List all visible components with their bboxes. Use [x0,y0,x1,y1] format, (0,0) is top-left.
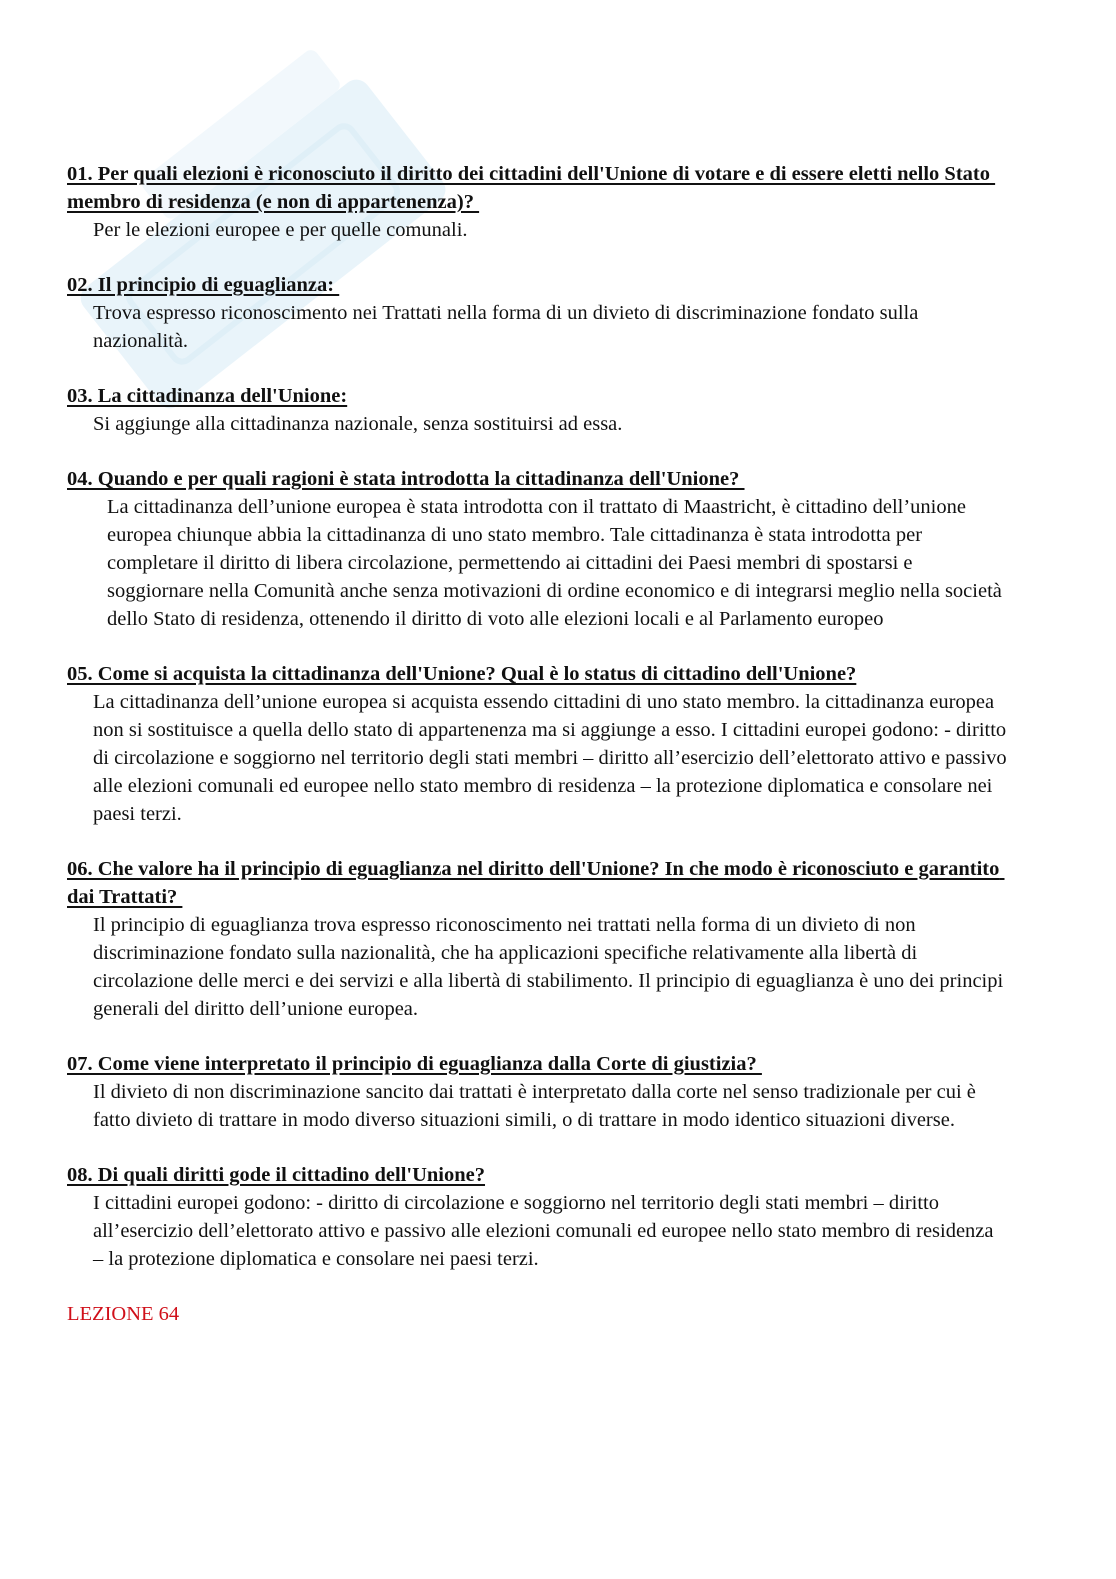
question-01: 01. Per quali elezioni è riconosciuto il diritto dei cittadini dell'Unione di votare e di essere eletti nello Stato membro di residenza (e non di appartenenza)? [67,163,996,213]
answer-02: Trova espresso riconoscimento nei Trattati nella forma di un divieto di discriminazione fondato sulla nazionalità. [93,302,919,352]
answer-03: Si aggiunge alla cittadinanza nazionale, senza sostituirsi ad essa. [93,413,623,435]
qa-item-05 [67,660,1007,828]
lesson-heading: LEZIONE 64 [67,1303,180,1325]
question-06: 06. Che valore ha il principio di eguaglianza nel diritto dell'Unione? In che modo è riconosciuto e garantito dai Trattati? [67,858,1005,908]
question-07: 07. Come viene interpretato il principio di eguaglianza dalla Corte di giustizia? [67,1053,762,1075]
question-08: 08. Di quali diritti gode il cittadino dell'Unione? [67,1164,486,1186]
answer-04: La cittadinanza dell’unione europea è stata introdotta con il trattato di Maastricht, è cittadino dell’unione europea chiunque abbia la cittadinanza di uno stato membro. Tale cittadinanza è stata introdotta per completare il diritto di libera circolazione, permettendo ai cittadini dei Paesi membri di spostarsi e soggiornare nella Comunità anche senza motivazioni di ordine economico e di integrarsi meglio nella società dello Stato di residenza, ottenendo il diritto di voto alle elezioni locali e al Parlamento europeo [107,496,1002,630]
answer-08: I cittadini europei godono: - diritto di circolazione e soggiorno nel territorio degli stati membri – diritto all’esercizio dell’elettorato attivo e passivo alle elezioni comunali ed europee nello stato membro di residenza – la protezione diplomatica e consolare nei paesi terzi. [93,1192,994,1270]
qa-item-07 [67,1050,1007,1134]
answer-06: Il principio di eguaglianza trova espresso riconoscimento nei trattati nella forma di un divieto di non discriminazione fondato sulla nazionalità, che ha applicazioni specifiche relativamente alla libertà di circolazione delle merci e dei servizi e alla libertà di stabilimento. Il principio di eguaglianza è uno dei principi generali del diritto dell’unione europea. [93,914,1004,1020]
qa-item-03 [67,382,1007,438]
question-03: 03. La cittadinanza dell'Unione: [67,385,348,407]
answer-05: La cittadinanza dell’unione europea si acquista essendo cittadini di uno stato membro. la cittadinanza europea non si sostituisce a quella dello stato di appartenenza ma si aggiunge a esso. I cittadini europei godono: - diritto di circolazione e soggiorno nel territorio degli stati membri – diritto all’esercizio dell’elettorato attivo e passivo alle elezioni comunali ed europee nello stato membro di residenza – la protezione diplomatica e consolare nei paesi terzi. [93,691,1007,825]
qa-list [67,160,1007,1328]
qa-item-01 [67,160,1007,244]
qa-item-04 [67,465,1007,633]
qa-item-08 [67,1161,1007,1273]
question-02: 02. Il principio di eguaglianza: [67,274,340,296]
question-05: 05. Come si acquista la cittadinanza dell'Unione? Qual è lo status di cittadino dell'Unione? [67,663,857,685]
answer-01: Per le elezioni europee e per quelle comunali. [93,219,468,241]
qa-item-02 [67,271,1007,355]
question-04: 04. Quando e per quali ragioni è stata introdotta la cittadinanza dell'Unione? [67,468,745,490]
answer-07: Il divieto di non discriminazione sancito dai trattati è interpretato dalla corte nel senso tradizionale per cui è fatto divieto di trattare in modo diverso situazioni simili, o di trattare in modo identico situazioni diverse. [93,1081,976,1131]
qa-item-06 [67,855,1007,1023]
